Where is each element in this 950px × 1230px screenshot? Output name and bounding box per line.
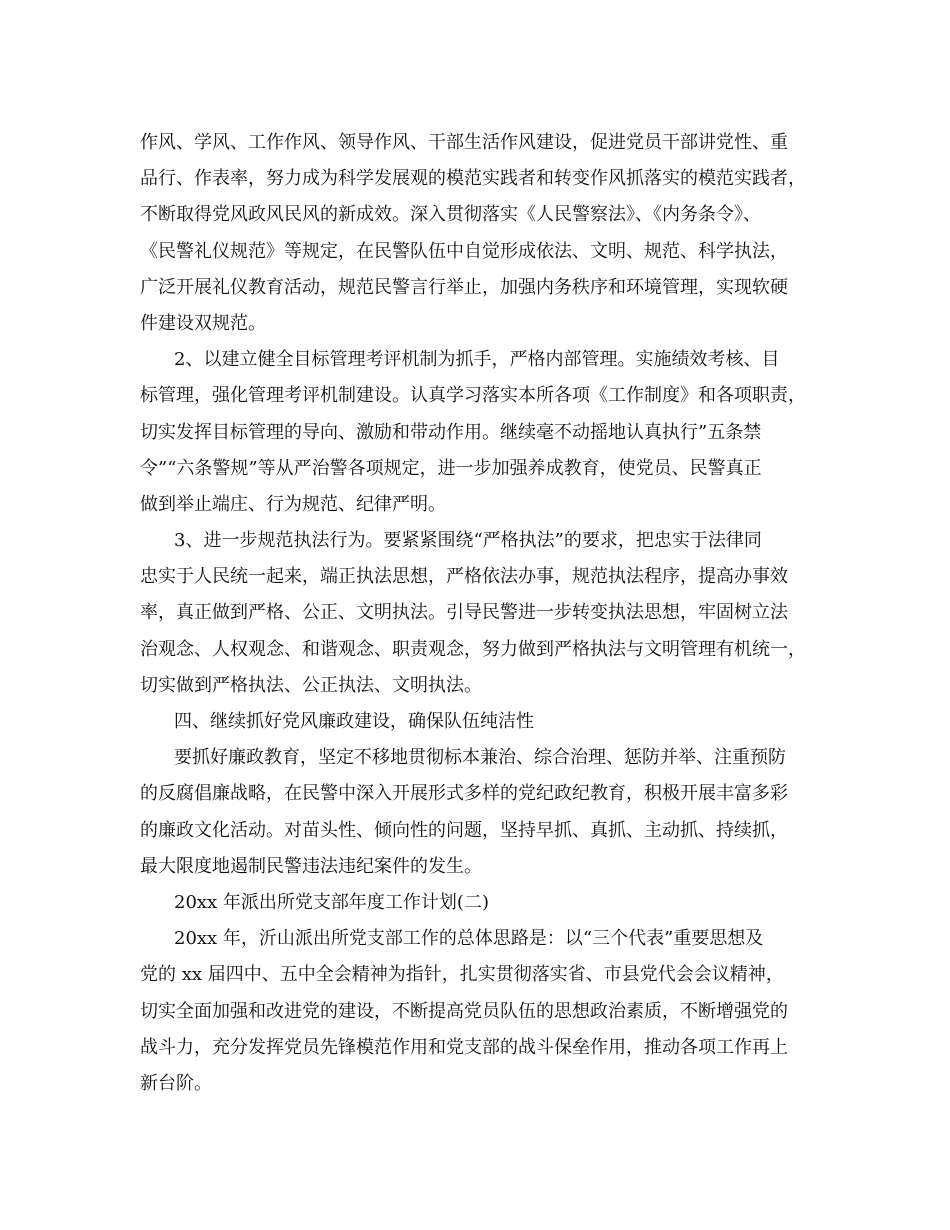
text-line: 《民警礼仪规范》等规定，在民警队伍中自觉形成依法、文明、规范、科学执法， — [140, 240, 788, 262]
text-line: 的反腐倡廉战略，在民警中深入开展形式多样的党纪政纪教育，积极开展丰富多彩 — [140, 783, 788, 805]
text-line: 广泛开展礼仪教育活动，规范民警言行举止，加强内务秩序和环境管理，实现软硬 — [140, 276, 788, 298]
text-line: 做到举止端庄、行为规范、纪律严明。 — [140, 493, 446, 515]
text-line: 切实全面加强和改进党的建设，不断提高党员队伍的思想政治素质，不断增强党的 — [140, 1000, 788, 1022]
text-line: 治观念、人权观念、和谐观念、职责观念，努力做到严格执法与文明管理有机统一， — [140, 638, 806, 660]
text-line: 作风、学风、工作作风、领导作风、干部生活作风建设，促进党员干部讲党性、重 — [140, 132, 788, 153]
plan-title: 20xx 年派出所党支部年度工作计划(二) — [174, 891, 489, 913]
paragraph-3-line: 3、进一步规范执法行为。要紧紧围绕“严格执法”的要求，把忠实于法律同 — [174, 530, 762, 552]
text-line: 党的 xx 届四中、五中全会精神为指针，扎实贯彻落实省、市县党代会会议精神， — [140, 964, 784, 986]
text-line: 忠实于人民统一起来，端正执法思想，严格依法办事，规范执法程序，提高办事效 — [140, 566, 788, 588]
text-line: 切实做到严格执法、公正执法、文明执法。 — [140, 674, 482, 696]
text-line: 令”“六条警规”等从严治警各项规定，进一步加强养成教育，使党员、民警真正 — [140, 457, 762, 479]
plan-intro-line: 20xx 年，沂山派出所党支部工作的总体思路是：以“三个代表”重要思想及 — [174, 928, 764, 950]
text-line: 的廉政文化活动。对苗头性、倾向性的问题，坚持早抓、真抓、主动抓、持续抓， — [140, 819, 788, 841]
text-line: 切实发挥目标管理的导向、激励和带动作用。继续毫不动摇地认真执行”五条禁 — [140, 421, 762, 443]
text-line: 战斗力，充分发挥党员先锋模范作用和党支部的战斗保垒作用，推动各项工作再上 — [140, 1036, 788, 1058]
text-line: 不断取得党风政风民风的新成效。深入贯彻落实《人民警察法》、《内务条令》、 — [140, 204, 761, 226]
text-line: 最大限度地遏制民警违法违纪案件的发生。 — [140, 855, 482, 877]
section-heading-4: 四、继续抓好党风廉政建设，确保队伍纯洁性 — [174, 711, 534, 732]
text-line: 品行、作表率，努力成为科学发展观的模范实践者和转变作风抓落实的模范实践者， — [140, 168, 806, 190]
text-line: 标管理，强化管理考评机制建设。认真学习落实本所各项《工作制度》和各项职责， — [140, 385, 806, 407]
paragraph-4-line: 要抓好廉政教育，坚定不移地贯彻标本兼治、综合治理、惩防并举、注重预防 — [174, 747, 786, 769]
paragraph-2-line: 2、以建立健全目标管理考评机制为抓手，严格内部管理。实施绩效考核、目 — [174, 349, 780, 371]
text-line: 新台阶。 — [140, 1072, 212, 1094]
text-line: 率，真正做到严格、公正、文明执法。引导民警进一步转变执法思想，牢固树立法 — [140, 602, 788, 624]
text-line: 件建设双规范。 — [140, 312, 266, 334]
document-body — [140, 125, 830, 1102]
